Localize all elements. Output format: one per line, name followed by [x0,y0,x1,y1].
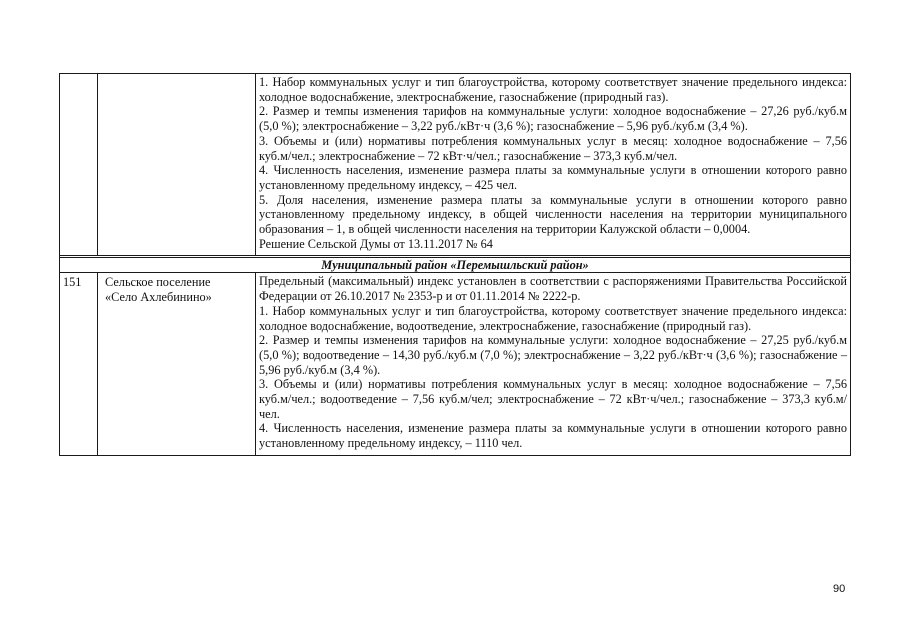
municipality-type: Сельское поселение [105,275,211,290]
table-row [60,74,851,256]
page-number: 90 [833,583,846,595]
municipality-name-cell [98,273,256,455]
tariff-details-cell [256,273,851,455]
tariff-table [59,73,851,456]
municipality-name-cell [98,74,256,256]
tariff-details-cell [256,74,851,256]
row-number-cell [60,74,98,256]
details-paragraph: 2. Размер и темпы изменения тарифов на коммунальные услуги: холодное водоснабжение – 27,25 руб./куб.м (5,0 %); водоотведение – 14,30 руб./куб.м (7,0 %); электроснабжение – 3,22 руб./кВт·ч (3,6 %); газоснабжение – 5,96 руб./куб.м (3,4 %). [259,333,847,377]
details-paragraph: 4. Численность населения, изменение размера платы за коммунальные услуги в отношении которого равно установленному предельному индексу, – 425 чел. [259,163,847,192]
details-paragraph: 1. Набор коммунальных услуг и тип благоустройства, которому соответствует значение предельного индекса: холодное водоснабжение, электроснабжение, газоснабжение (природный газ). [259,75,847,104]
details-paragraph: 2. Размер и темпы изменения тарифов на коммунальные услуги: холодное водоснабжение – 27,26 руб./куб.м (5,0 %); электроснабжение – 3,22 руб./кВт·ч (3,6 %); газоснабжение – 5,96 руб./куб.м (3,4 %). [259,104,847,134]
row-number-cell [60,273,98,455]
district-heading-row [60,258,851,273]
details-paragraph: 4. Численность населения, изменение размера платы за коммунальные услуги в отношении которого равно установленному предельному индексу, – 1110 чел. [259,421,847,451]
table-row [60,273,851,455]
details-paragraph: 3. Объемы и (или) нормативы потребления коммунальных услуг в месяц: холодное водоснабжение – 7,56 куб.м/чел.; электроснабжение – 72 кВт·ч/чел.; газоснабжение – 373,3 куб.м/чел. [259,133,847,163]
municipality-name: «Село Ахлебинино» [105,290,212,305]
row-number: 151 [63,275,82,290]
details-paragraph: Предельный (максимальный) индекс установлен в соответствии с распоряжениями Правительства Российской Федерации от 26.10.2017 № 2353-р и от 01.11.2014 № 2222-р. [259,274,847,304]
details-paragraph: 3. Объемы и (или) нормативы потребления коммунальных услуг в месяц: холодное водоснабжение – 7,56 куб.м/чел.; водоотведение – 7,56 куб.м/чел; электроснабжение – 72 кВт·ч/чел.; газоснабжение – 373,3 куб.м/чел. [259,377,847,421]
district-heading: Муниципальный район «Перемышльский район» [60,258,851,273]
details-paragraph: 1. Набор коммунальных услуг и тип благоустройства, которому соответствует значение предельного индекса: холодное водоснабжение, водоотведение, электроснабжение, газоснабжение (природный газ). [259,303,847,333]
details-paragraph: 5. Доля населения, изменение размера платы за коммунальные услуги в отношении которого равно установленному предельному индексу, в общей численности населения на территории муниципального образования – 1, в общей численности населения на территории Калужской области – 0,0004. [259,192,847,237]
decision-reference: Решение Сельской Думы от 13.11.2017 № 64 [259,236,493,251]
